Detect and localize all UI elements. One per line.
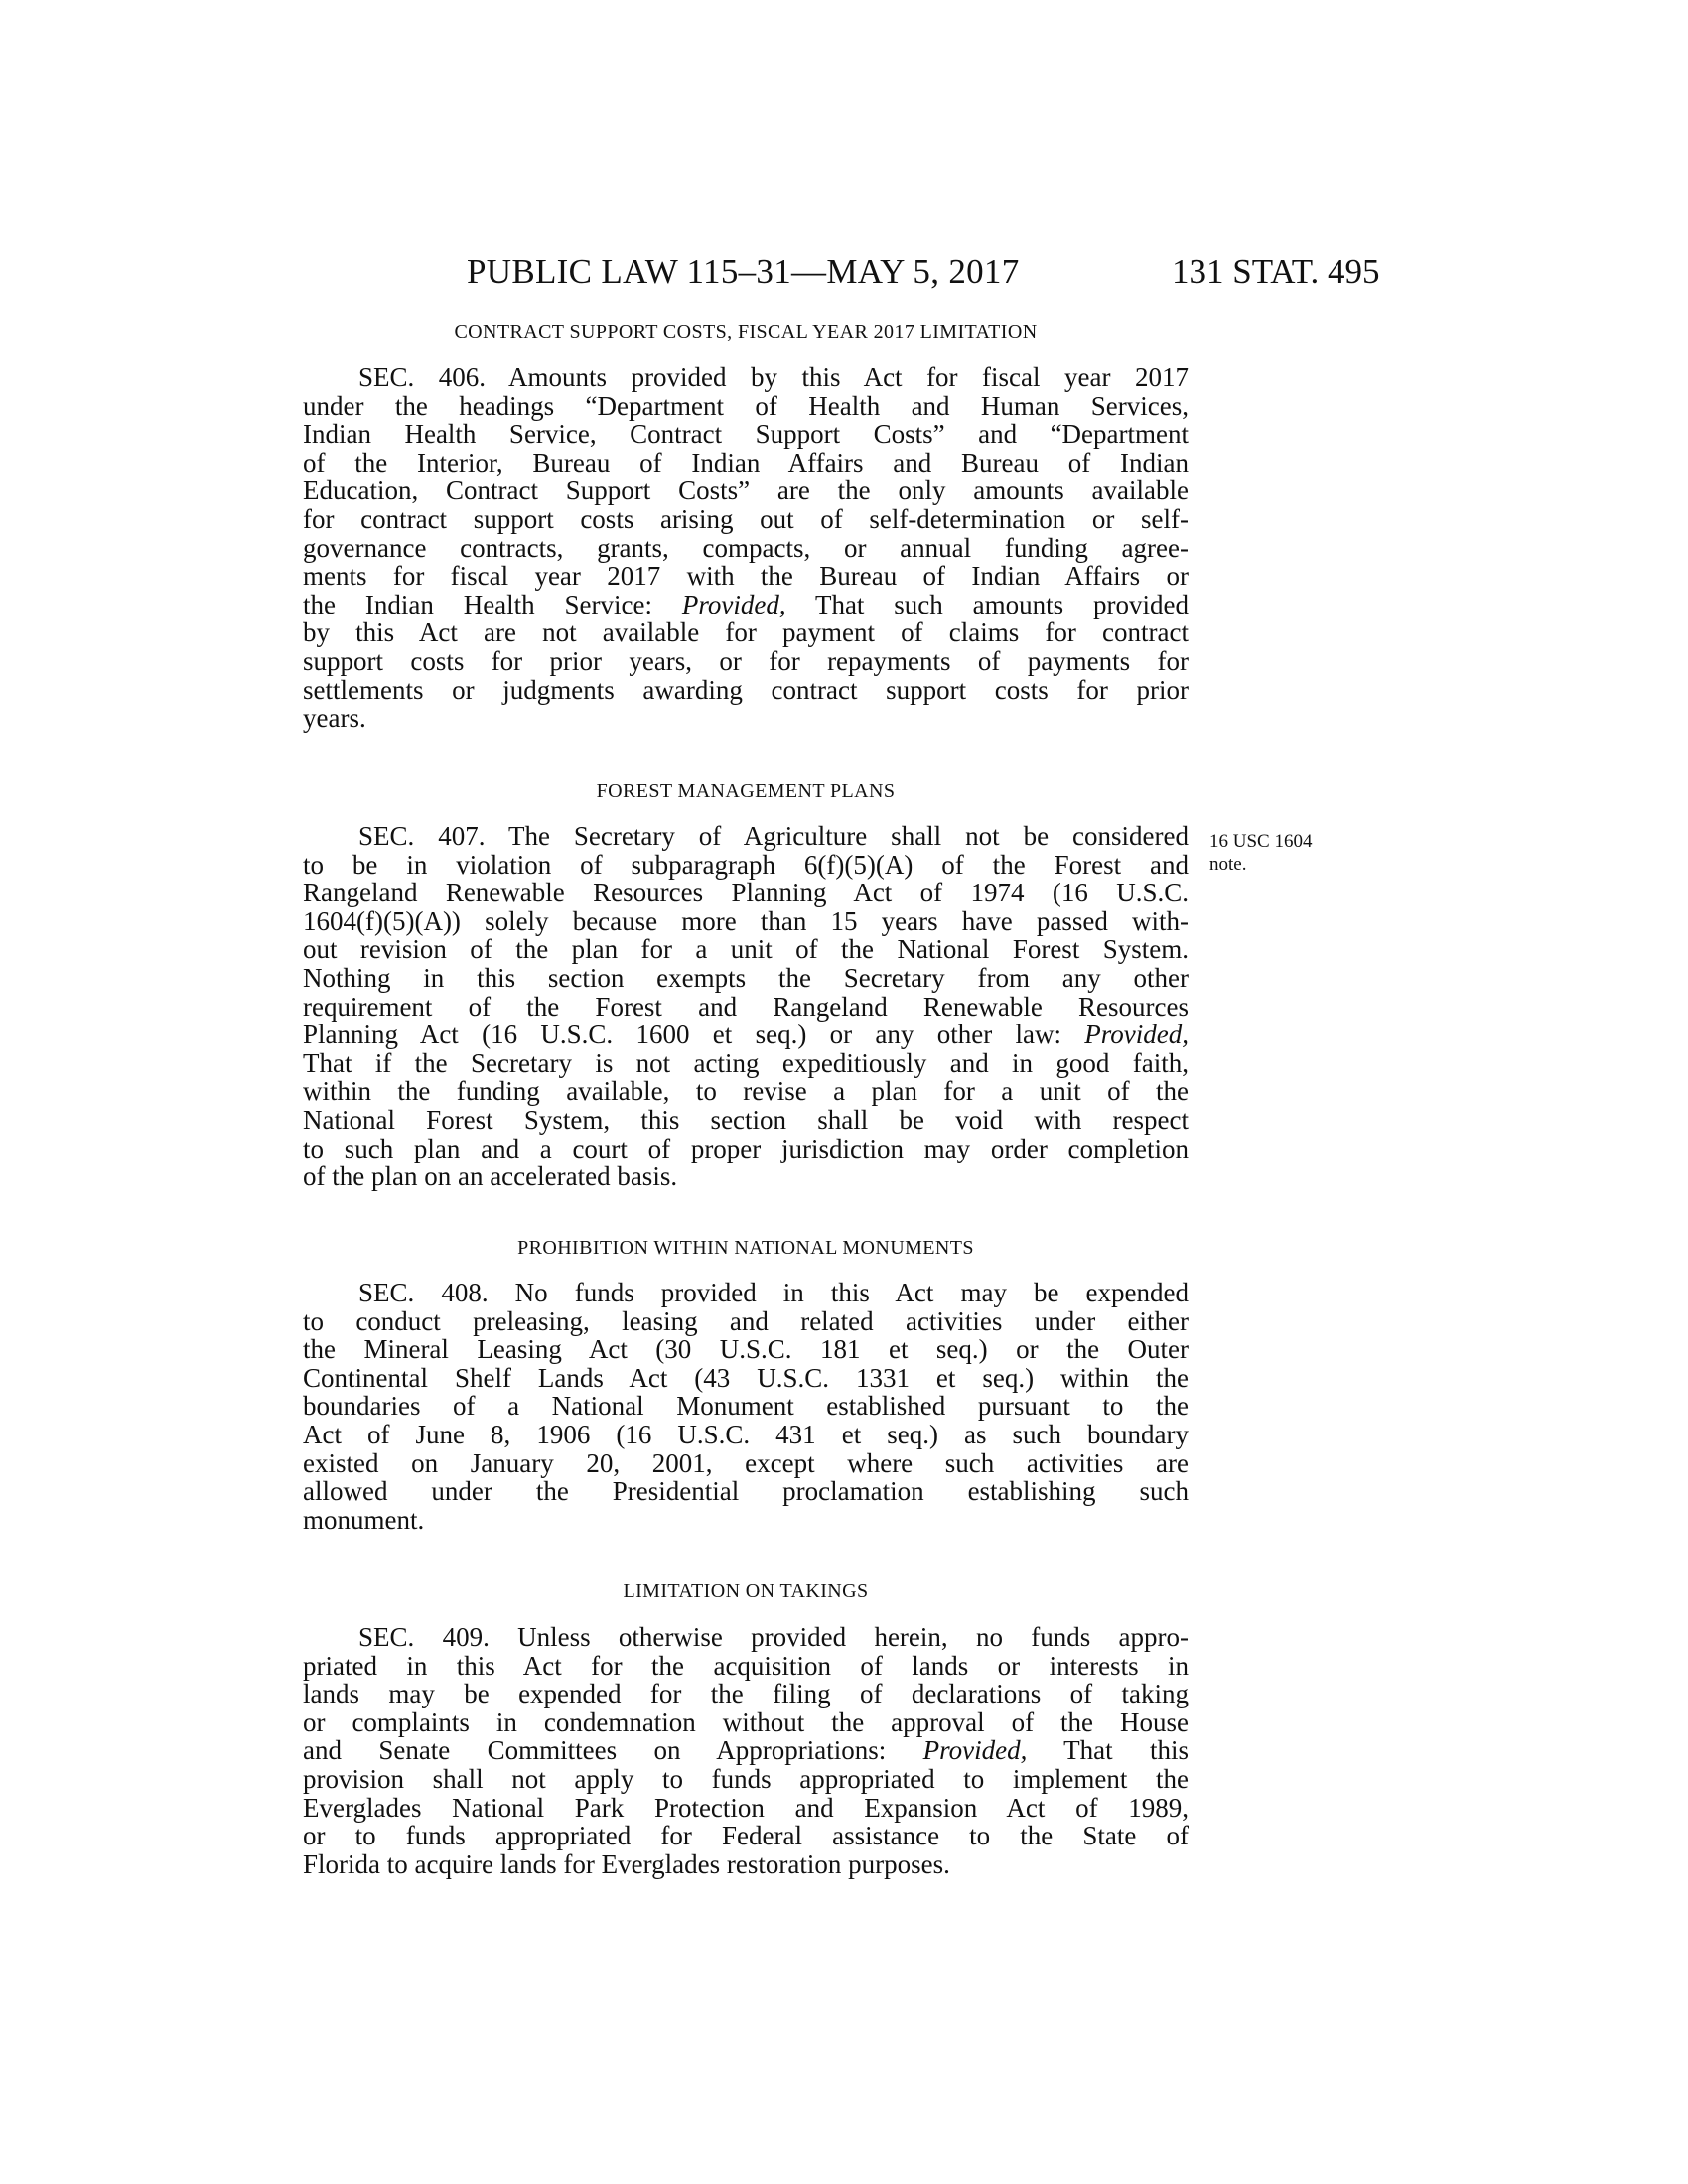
text-line: requirement of the Forest and Rangeland Renewable Resources: [303, 991, 1189, 1022]
text-line: or complaints in condemnation without the approval of the House: [303, 1706, 1189, 1737]
text-line: Everglades National Park Protection and Expansion Act of 1989,: [303, 1792, 1189, 1823]
provided-word: Provided,: [681, 589, 786, 619]
text-line: National Forest System, this section shall be void with respect: [303, 1104, 1189, 1135]
margin-note-suffix: note.: [1209, 854, 1247, 875]
text-line: to such plan and a court of proper jurisdiction may order completion: [303, 1133, 1189, 1163]
text-line: SEC. 409. Unless otherwise provided herein, no funds appro-: [358, 1622, 1189, 1652]
text-line: Florida to acquire lands for Everglades restoration purposes.: [303, 1848, 950, 1879]
text-line: within the funding available, to revise a plan for a unit of the: [303, 1076, 1189, 1107]
text-line: ments for fiscal year 2017 with the Bureau of Indian Affairs or: [303, 561, 1189, 592]
text-line: existed on January 20, 2001, except where such activities are: [303, 1447, 1189, 1478]
text-line: and Senate Committees on Appropriations: Provided, That this: [303, 1735, 1189, 1766]
text-line: priated in this Act for the acquisition of lands or interests in: [303, 1650, 1189, 1681]
text-line: Indian Health Service, Contract Support Costs” and “Department: [303, 419, 1189, 450]
text-line: settlements or judgments awarding contract support costs for prior: [303, 674, 1189, 705]
text-line: lands may be expended for the filing of declarations of taking: [303, 1679, 1189, 1709]
text-line: boundaries of a National Monument established pursuant to the: [303, 1391, 1189, 1422]
text-line: Planning Act (16 U.S.C. 1600 et seq.) or any other law: Provided,: [303, 1020, 1189, 1050]
text-line: years.: [303, 703, 366, 734]
section-label: SEC.: [358, 821, 415, 851]
text-line: 1604(f)(5)(A)) solely because more than 15 years have passed with-: [303, 905, 1189, 936]
text-line: governance contracts, grants, compacts, or annual funding agree-: [303, 532, 1189, 563]
text-line: SEC. 406. Amounts provided by this Act for fiscal year 2017: [358, 362, 1189, 392]
text-line: for contract support costs arising out of self-determination or self-: [303, 503, 1189, 534]
section-406-heading: CONTRACT SUPPORT COSTS, FISCAL YEAR 2017 LIMITATION: [454, 321, 1038, 342]
text-line: Continental Shelf Lands Act (43 U.S.C. 1331 et seq.) within the: [303, 1362, 1189, 1393]
text-line: support costs for prior years, or for repayments of payments for: [303, 645, 1189, 676]
provided-word: Provided,: [1084, 1020, 1189, 1050]
text-line: out revision of the plan for a unit of the National Forest System.: [303, 934, 1189, 965]
text-line: the Mineral Leasing Act (30 U.S.C. 181 et seq.) or the Outer: [303, 1334, 1189, 1365]
text-line: monument.: [303, 1504, 425, 1535]
text-line: of the Interior, Bureau of Indian Affairs and Bureau of Indian: [303, 447, 1189, 478]
text-line: Rangeland Renewable Resources Planning Act of 1974 (16 U.S.C.: [303, 878, 1189, 908]
margin-note-citation: 16 USC 1604: [1209, 831, 1313, 852]
section-409-heading: LIMITATION ON TAKINGS: [623, 1580, 869, 1602]
statute-page-number: 131 STAT. 495: [1172, 252, 1380, 291]
text-line: under the headings “Department of Health and Human Services,: [303, 390, 1189, 421]
text-line: Education, Contract Support Costs” are the only amounts available: [303, 476, 1189, 506]
text-line: allowed under the Presidential proclamation establishing such: [303, 1476, 1189, 1507]
text-line: by this Act are not available for payment of claims for contract: [303, 617, 1189, 648]
section-406-text: [303, 363, 1189, 733]
section-label: SEC.: [358, 1622, 415, 1652]
section-label: SEC.: [358, 362, 415, 392]
text-line: to be in violation of subparagraph 6(f)(5)(A) of the Forest and: [303, 849, 1189, 880]
running-header-title: PUBLIC LAW 115–31—MAY 5, 2017: [467, 252, 1020, 291]
text-line: to conduct preleasing, leasing and related activities under either: [303, 1305, 1189, 1336]
text-line: That if the Secretary is not acting expeditiously and in good faith,: [303, 1047, 1189, 1078]
provided-word: Provided,: [922, 1735, 1028, 1766]
text-line: Act of June 8, 1906 (16 U.S.C. 431 et seq.) as such boundary: [303, 1419, 1189, 1449]
text-line: SEC. 407. The Secretary of Agriculture shall not be considered: [358, 821, 1189, 851]
section-409-text: [303, 1623, 1189, 1878]
text-line: the Indian Health Service: Provided, That such amounts provided: [303, 589, 1189, 619]
section-label: SEC.: [358, 1278, 415, 1307]
section-407-text: [303, 822, 1189, 1191]
section-408-text: [303, 1279, 1189, 1534]
text-line: SEC. 408. No funds provided in this Act may be expended: [358, 1278, 1189, 1307]
text-line: or to funds appropriated for Federal assistance to the State of: [303, 1821, 1189, 1851]
margin-note: [1209, 830, 1312, 876]
text-line: provision shall not apply to funds appropriated to implement the: [303, 1763, 1189, 1794]
section-408-heading: PROHIBITION WITHIN NATIONAL MONUMENTS: [517, 1237, 974, 1259]
section-407-heading: FOREST MANAGEMENT PLANS: [596, 780, 896, 802]
text-line: Nothing in this section exempts the Secretary from any other: [303, 962, 1189, 993]
text-line: of the plan on an accelerated basis.: [303, 1161, 678, 1192]
